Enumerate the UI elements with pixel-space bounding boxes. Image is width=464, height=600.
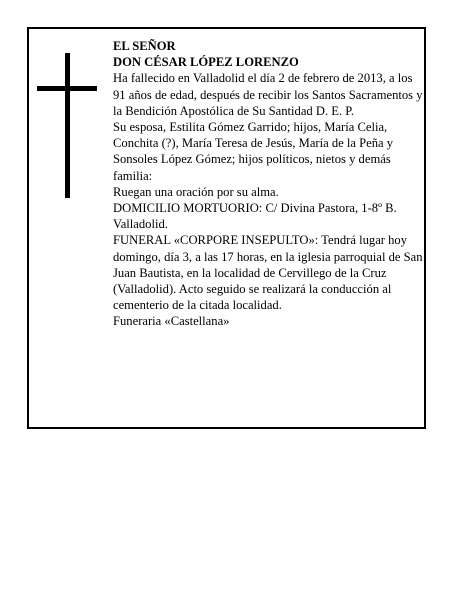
- cross-horizontal-bar: [37, 86, 97, 91]
- funeral-home-name: Funeraria «Castellana»: [113, 314, 230, 329]
- cross-vertical-bar: [65, 53, 70, 198]
- funeral-home-address: DOMICILIO MORTUORIO: C/ Divina Pastora, 1-8º B. Valladolid.: [113, 201, 397, 232]
- family-list: Su esposa, Estilita Gómez Garrido; hijos, María Celia, Conchita (?), María Teresa de Jesús, María de la Peña y Sonsoles López Gómez; hijos políticos, nietos y demás familia:: [113, 120, 394, 183]
- latin-cross-icon: [37, 53, 97, 198]
- prayer-request: Ruegan una oración por su alma.: [113, 184, 279, 199]
- death-announcement: Ha fallecido en Valladolid el día 2 de febrero de 2013, a los 91 años de edad, después de recibir los Santos Sacramentos y la Bendición Apostólica de Su Santidad D. E. P.: [113, 71, 423, 118]
- obituary-text: [113, 38, 423, 330]
- funeral-details: FUNERAL «CORPORE INSEPULTO»: Tendrá lugar hoy domingo, día 3, a las 17 horas, en la iglesia parroquial de San Juan Bautista, en la localidad de Cervillego de la Cruz (Valladolid). Acto seguido se realizará la conducción al cementerio de la citada localidad.: [113, 233, 423, 313]
- notice-title: EL SEÑOR: [113, 39, 176, 53]
- deceased-name: DON CÉSAR LÓPEZ LORENZO: [113, 55, 299, 70]
